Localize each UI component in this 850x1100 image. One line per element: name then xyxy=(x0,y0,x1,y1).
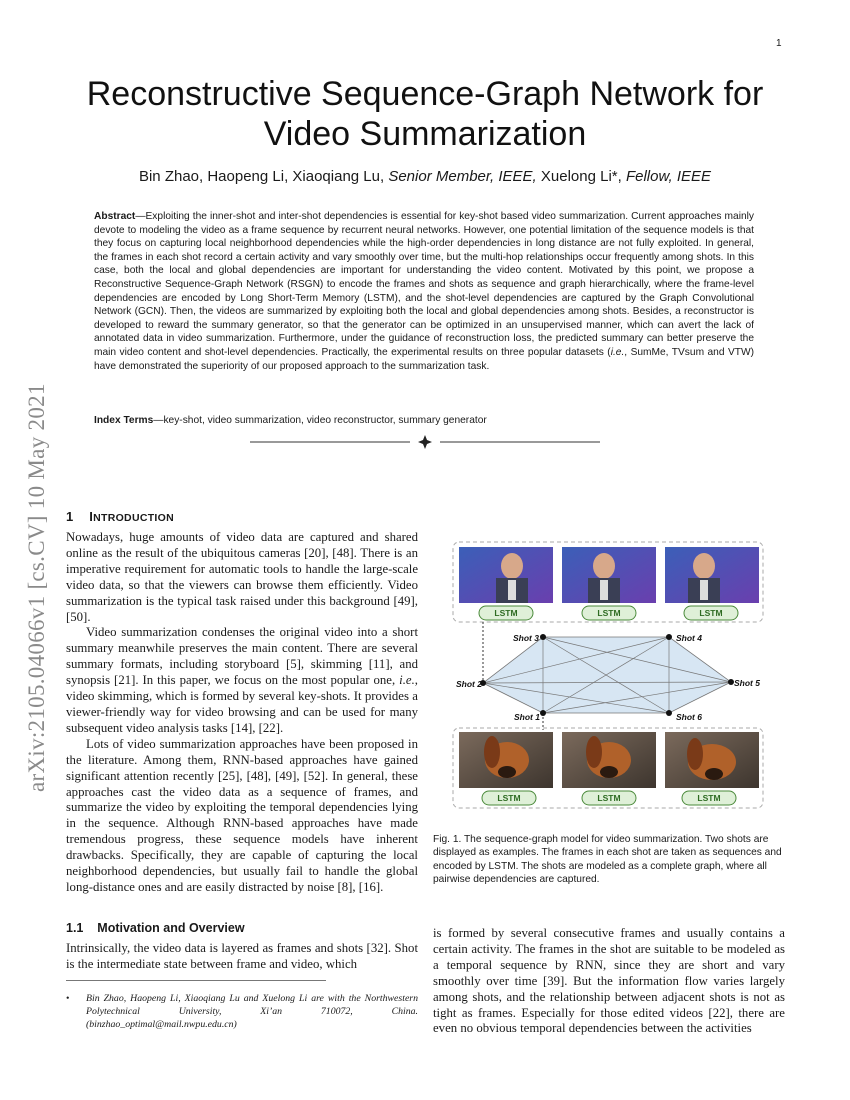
title-line-2: Video Summarization xyxy=(263,115,587,153)
svg-text:LSTM: LSTM xyxy=(494,608,518,618)
svg-text:LSTM: LSTM xyxy=(597,608,621,618)
authors-part-2: Xuelong Li*, xyxy=(536,168,626,185)
abstract-label: Abstract xyxy=(94,211,136,222)
footnote xyxy=(66,992,418,1031)
abstract-text-end: , SumMe, TVsum and VTW) have demonstrated the superiority of our proposed approach to the summarization task. xyxy=(94,346,755,372)
node-shot-4 xyxy=(666,634,672,640)
node-shot-6 xyxy=(666,710,672,716)
footnote-text: Bin Zhao, Haopeng Li, Xiaoqiang Lu and Xuelong Li are with the Northwestern Polytechnical University, Xi’an 710072, China. (binzhao_optimal@mail.nwpu.edu.cn) xyxy=(86,993,418,1030)
title-line-1: Reconstructive Sequence-Graph Network for xyxy=(86,75,764,113)
top-lstm-1 xyxy=(479,606,533,620)
authors-role-2: Fellow, IEEE xyxy=(625,168,712,185)
authors-part-1: Bin Zhao, Haopeng Li, Xiaoqiang Lu, xyxy=(138,168,389,185)
index-terms xyxy=(94,415,754,426)
paper-title xyxy=(60,74,790,154)
svg-text:LSTM: LSTM xyxy=(699,608,723,618)
bottom-frame-2 xyxy=(562,732,656,788)
shot-graph-hexagon xyxy=(483,637,731,713)
footnote-rule xyxy=(66,980,326,981)
node-shot-1 xyxy=(540,710,546,716)
label-shot-6: Shot 6 xyxy=(676,712,702,722)
top-frame-2 xyxy=(562,547,656,603)
index-terms-text: —key-shot, video summarization, video reconstructor, summary generator xyxy=(153,415,487,426)
section-divider xyxy=(250,432,600,452)
page-number: 1 xyxy=(776,38,782,49)
top-lstm-3 xyxy=(684,606,738,620)
top-frame-1 xyxy=(459,547,553,603)
node-shot-3 xyxy=(540,634,546,640)
intro-paragraph-3: Lots of video summarization approaches have been proposed in the literature. Among them, RNN-based approaches have gained significant attention recently [25], [48], [49], [52]. In general, these approaches cast the video data as a sequence of frames, and summarize the video by exploiting the temporal dependencies lying in the sequence. Although RNN-based approaches have made tremendous progress, these sequence models have inherent drawbacks. Specifically, they are capable of capturing the local neighborhood dependencies, but usually fail to handle the global long-distance ones and are easily distracted by noise [8], [16]. xyxy=(66,736,418,894)
intro-paragraph-2: Video summarization condenses the original video into a short summary meanwhile preserves the main content. There are several summary formats, including storyboard [5], skimming [11], and synopsis [21]. In this paper, we focus on the most popular one, i.e., video skimming, which is formed by several key-shots. It provides a viewer-friendly way for video browsing and can be used for many subsequent video analysis tasks [14], [22]. xyxy=(66,625,418,735)
authors-role-1: Senior Member, IEEE, xyxy=(388,168,537,185)
motivation-paragraph: Intrinsically, the video data is layered as frames and shots [32]. Shot is the intermediate state between frame and video, which xyxy=(66,941,418,971)
intro-column xyxy=(66,530,418,896)
bottom-lstm-1 xyxy=(482,791,536,805)
abstract xyxy=(94,210,754,373)
abstract-ie: i.e. xyxy=(610,346,625,358)
author-list xyxy=(60,168,790,185)
bottom-frame-3 xyxy=(665,732,759,788)
bottom-lstm-2 xyxy=(582,791,636,805)
label-shot-5: Shot 5 xyxy=(734,678,760,688)
svg-text:LSTM: LSTM xyxy=(597,793,621,803)
footnote-bullet: • xyxy=(66,993,70,1004)
label-shot-1: Shot 1 xyxy=(514,712,540,722)
section-1-1-heading: 1.1 Motivation and Overview xyxy=(66,921,245,935)
bottom-frame-1 xyxy=(459,732,553,788)
bottom-lstm-3 xyxy=(682,791,736,805)
index-terms-label: Index Terms xyxy=(94,415,154,426)
svg-text:LSTM: LSTM xyxy=(497,793,521,803)
section-1-heading: 1 INTRODUCTION xyxy=(66,509,174,524)
intro-paragraph-1: Nowadays, huge amounts of video data are captured and shared online as the result of the ubiquitous cameras [20], [48]. There is an imperative requirement for automatic tools to handle the large-scale video data, so that the viewers can browse them efficiently. Video summarization is the typical task raised under this background [49], [50]. xyxy=(66,530,418,624)
svg-text:LSTM: LSTM xyxy=(697,793,721,803)
label-shot-2: Shot 2 xyxy=(456,679,482,689)
right-column-text: is formed by several consecutive frames and usually contains a certain activity. The frames in the shot are suitable to be modeled as a temporal sequence by RNN, since they are short and vary smoothly over time [39]. But the information flow varies largely among shots, and the relationship between adjacent shots is not as tight as frames. Especially for those edited videos [22], there are even no obvious temporal dependencies between the activities xyxy=(433,926,785,1036)
label-shot-3: Shot 3 xyxy=(513,633,539,643)
label-shot-4: Shot 4 xyxy=(676,633,702,643)
abstract-text: —Exploiting the inner-shot and inter-shot dependencies is essential for key-shot based video summarization. Current approaches mainly devote to modeling the video as a frame sequence by recurrent neural networks. However, one potential limitation of the sequence models is that they focus on capturing local neighborhood dependencies while the high-order dependencies in long distance are not fully exploited. In general, the frames in each shot record a certain activity and vary smoothly over time, but the multi-hop relationships occur frequently among shots. In this case, both the local and global dependencies are important for understanding the video content. Motivated by this point, we propose a Reconstructive Sequence-Graph Network (RSGN) to encode the frames and shots as sequence and graph hierarchically, where the frame-level dependencies are encoded by Long Short-Term Memory (LSTM), and the shot-level dependencies are captured by the Graph Convolutional Network (GCN). Then, the videos are summarized by exploiting both the local and global dependencies among shots. Besides, a reconstructor is developed to reward the summary generator, so that the generator can be optimized in an unsupervised manner, which can avert the lack of annotated data in video summarization. Furthermore, under the guidance of reconstruction loss, the predicted summary can better preserve the main video content and shot-level dependencies. Practically, the experimental results on three popular datasets ( xyxy=(94,211,754,358)
figure-1 xyxy=(452,540,764,815)
top-frame-3 xyxy=(665,547,759,603)
figure-caption: Fig. 1. The sequence-graph model for video summarization. Two shots are displayed as examples. The frames in each shot are taken as sequences and encoded by LSTM. The shots are modeled as a complete graph, where all pairwise dependencies are captured. xyxy=(433,834,782,886)
divider-star-icon xyxy=(418,435,432,449)
arxiv-identifier: arXiv:2105.04066v1 [cs.CV] 10 May 2021 xyxy=(24,383,49,792)
top-lstm-2 xyxy=(582,606,636,620)
